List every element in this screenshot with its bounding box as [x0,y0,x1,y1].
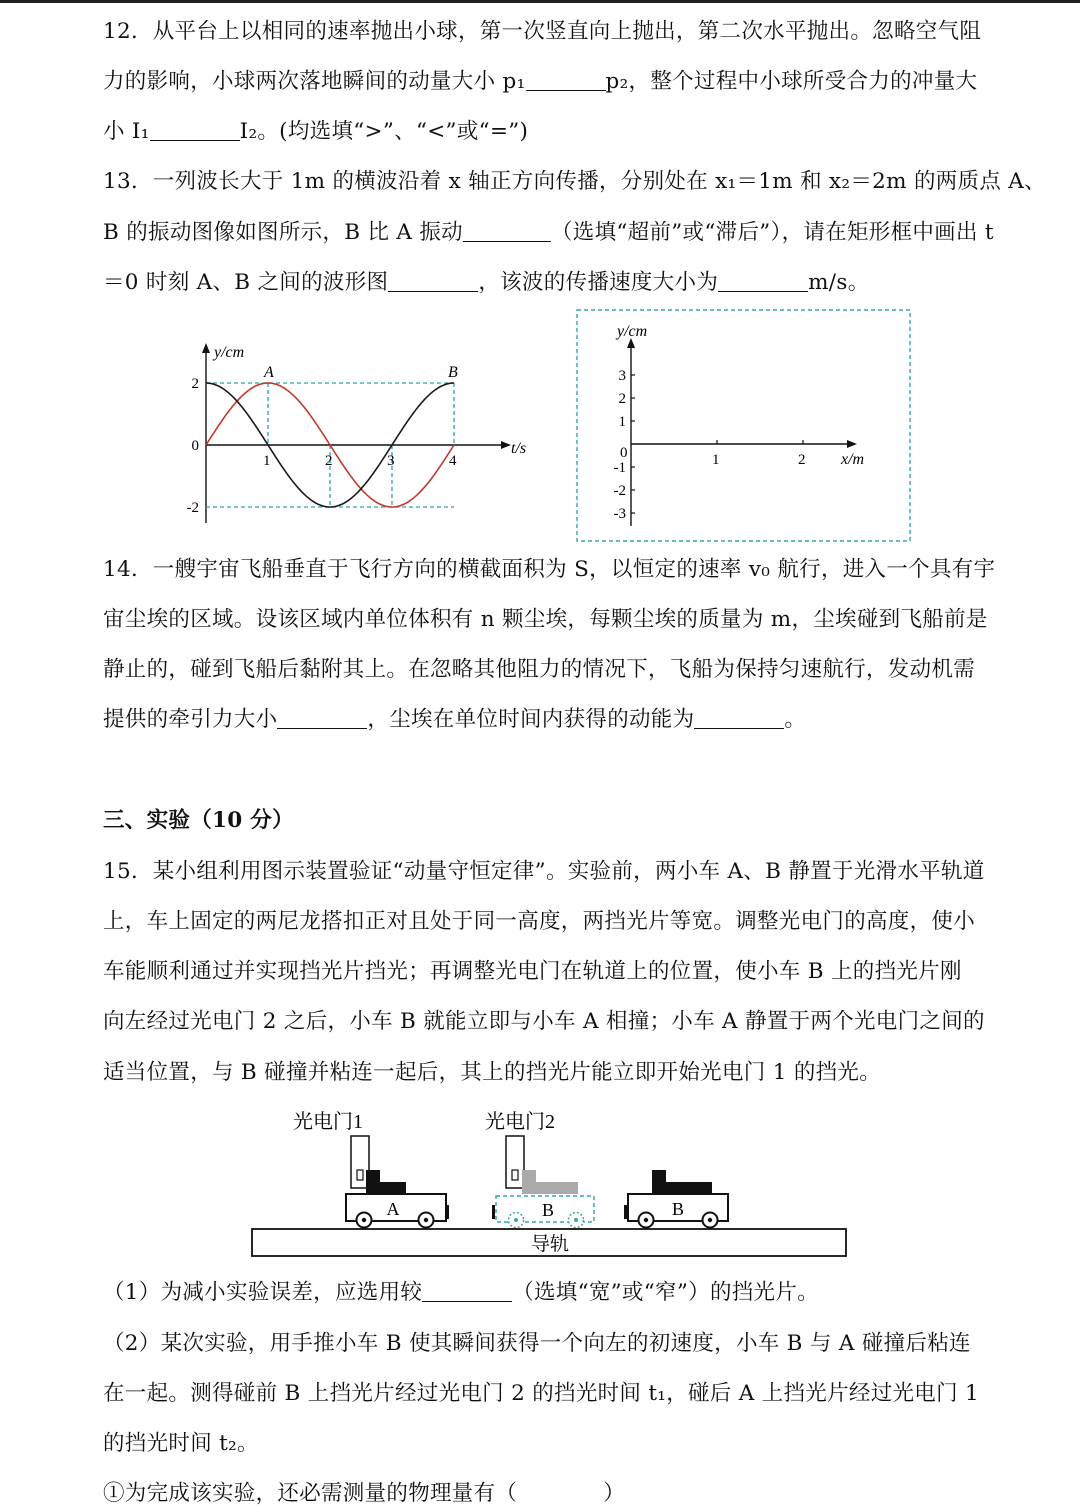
y-tick-label: 2 [618,391,626,407]
q15-sub2-line-1: （2）某次实验，用手推小车 B 使其瞬间获得一个向左的初速度，小车 B 与 A 碰撞后粘连 [103,1331,971,1356]
q12-line-1: 12．从平台上以相同的速率抛出小球，第一次竖直向上抛出，第二次水平抛出。忽略空气阻 [103,19,982,44]
q13-text: （选填“超前”或“滞后”），请在矩形框中画出 t [550,220,994,245]
q14-line-2: 宙尘埃的区域。设该区域内单位体积有 n 颗尘埃，每颗尘埃的质量为 m，尘埃碰到飞船前是 [103,607,988,632]
q12-text: 小 I₁ [103,119,150,144]
q13-text: m/s。 [808,270,870,295]
q15-sub2-line-3: 的挡光时间 t₂。 [103,1431,259,1456]
answer-blank[interactable] [463,221,551,242]
answer-blank[interactable] [718,271,808,292]
cart-b-label: B [671,1199,685,1219]
q13-line-1: 13．一列波长大于 1m 的横波沿着 x 轴正方向传播，分别处在 x₁＝1m 和 x₂＝2m 的两质点 A、 [103,169,1046,194]
q13-text: ＝0 时刻 A、B 之间的波形图 [103,270,389,295]
section-heading: 三、实验（10 分） [103,808,294,833]
y-tick-label: -2 [186,500,199,516]
answer-blank[interactable] [526,70,606,91]
q15-sub2-question [103,1479,625,1509]
x-tick-label: 1 [712,452,720,468]
answer-blank[interactable] [422,1281,512,1302]
y-tick-label: 3 [618,368,626,384]
q14-line-3: 静止的，碰到飞船后黏附其上。在忽略其他阻力的情况下，飞船为保持匀速航行，发动机需 [103,657,976,682]
q14-text: ，尘埃在单位时间内获得的动能为 [367,707,695,732]
answer-blank[interactable] [694,708,784,729]
q15-line-3: 车能顺利通过并实现挡光片挡光；再调整光电门在轨道上的位置，使小车 B 上的挡光片刚 [103,959,962,984]
x-tick-label: 3 [387,453,395,469]
y-tick-label: 0 [191,438,199,454]
point-b-label: B [448,364,458,381]
guide-rail-label: 导轨 [530,1234,570,1255]
x-tick-label: 2 [325,453,333,469]
answer-blank[interactable] [388,271,478,292]
q13-line-3 [103,268,870,298]
y-tick-label: 2 [191,376,199,392]
q15-sub1 [103,1278,819,1308]
q14-line-4 [103,705,806,735]
q15-text: ①为完成该实验，还必需测量的物理量有（ [103,1481,518,1506]
q15-line-1: 15．某小组利用图示装置验证“动量守恒定律”。实验前，两小车 A、B 静置于光滑水平轨道 [103,859,985,884]
q13-text: ，该波的传播速度大小为 [478,270,719,295]
y-axis-label: y/cm [214,344,245,361]
q15-text: （1）为减小实验误差，应选用较 [103,1280,423,1305]
x-tick-label: 1 [263,453,271,469]
y-axis-arrow [202,343,210,353]
q12-text: 力的影响，小球两次落地瞬间的动量大小 p₁ [103,69,526,94]
q15-text: ） [603,1481,626,1506]
cart-a-label: A [386,1199,400,1219]
x-axis-arrow [847,440,857,448]
gate1-label: 光电门1 [293,1111,363,1133]
q13-line-2 [103,218,994,248]
q14-line-1: 14．一艘宇宙飞船垂直于飞行方向的横截面积为 S，以恒定的速率 v₀ 航行，进入一个具有宇 [103,557,996,582]
x-tick-label: 2 [798,452,806,468]
photogate-apparatus-figure [240,1100,860,1265]
cart-b [624,1170,728,1228]
q12-text: I₂。(均选填“>”、“<”或“=”) [239,119,529,144]
q12-text: p₂，整个过程中小球所受合力的冲量大 [605,69,978,94]
x-tick-label: 4 [449,453,457,469]
dashed-frame [577,310,910,541]
waveform-answer-box[interactable] [575,308,913,544]
y-tick-label: -2 [613,483,626,499]
q13-text: B 的振动图像如图所示，B 比 A 振动 [103,220,463,245]
x-axis-label: t/s [511,440,527,457]
y-tick-label: -3 [613,506,626,522]
answer-blank[interactable] [277,708,367,729]
cart-b-ghost-label: B [541,1200,555,1220]
q15-sub2-line-2: 在一起。测得碰前 B 上挡光片经过光电门 2 的挡光时间 t₁，碰后 A 上挡光片经过光电门 1 [103,1381,980,1406]
y-tick-label: 1 [618,414,626,430]
q15-text: （选填“宽”或“窄”）的挡光片。 [512,1280,819,1305]
answer-blank[interactable] [150,120,240,141]
q15-line-5: 适当位置，与 B 碰撞并粘连一起后，其上的挡光片能立即开始光电门 1 的挡光。 [103,1060,882,1085]
x-axis-label: x/m [841,451,865,468]
vibration-graph [175,335,545,535]
x-axis-arrow [501,441,511,449]
y-tick-label: -1 [613,460,626,476]
gate2-label: 光电门2 [485,1111,555,1133]
point-a-label: A [264,364,274,381]
q14-text: 提供的牵引力大小 [103,707,278,732]
top-edge-bar [0,0,1080,3]
q15-line-2: 上，车上固定的两尼龙搭扣正对且处于同一高度，两挡光片等宽。调整光电门的高度，使小 [103,909,976,934]
photogate-2 [506,1136,524,1188]
y-axis-label: y/cm [617,323,648,340]
q12-line-2 [103,67,977,97]
x-tick-label: 0 [620,445,628,461]
q14-text: 。 [784,707,807,732]
q12-line-3 [103,117,528,147]
q15-line-4: 向左经过光电门 2 之后，小车 B 就能立即与小车 A 相撞；小车 A 静置于两个光电门之间的 [103,1009,985,1034]
